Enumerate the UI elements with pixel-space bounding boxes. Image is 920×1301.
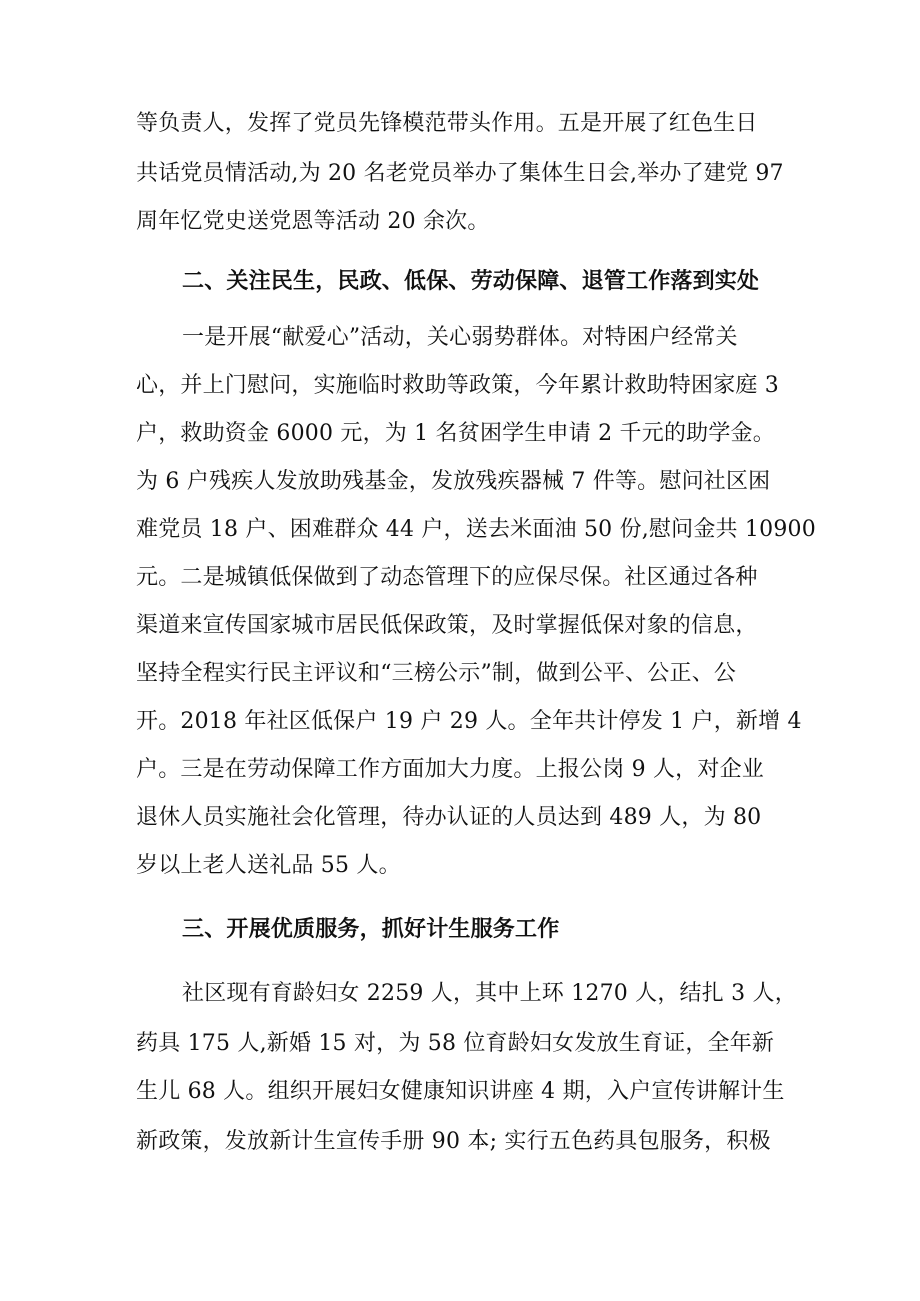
paragraph-line: 坚持全程实行民主评议和“三榜公示”制，做到公平、公正、公 <box>136 661 737 686</box>
paragraph-line: 岁以上老人送礼品 55 人。 <box>136 853 401 878</box>
paragraph-line: 为 6 户残疾人发放助残基金，发放残疾器械 7 件等。慰问社区困 <box>136 469 771 494</box>
paragraph-line: 渠道来宣传国家城市居民低保政策，及时掌握低保对象的信息， <box>136 613 758 638</box>
paragraph-line: 共话党员情活动,为 20 名老党员举办了集体生日会,举办了建党 97 <box>136 161 784 186</box>
section-heading-2: 二、关注民生，民政、低保、劳动保障、退管工作落到实处 <box>182 268 760 294</box>
paragraph-line: 药具 175 人,新婚 15 对，为 58 位育龄妇女发放生育证，全年新 <box>136 1031 775 1056</box>
paragraph-line: 退休人员实施社会化管理，待办认证的人员达到 489 人，为 80 <box>136 805 762 830</box>
paragraph-line: 户，救助资金 6000 元，为 1 名贫困学生申请 2 千元的助学金。 <box>136 421 775 446</box>
paragraph-line: 元。二是城镇低保做到了动态管理下的应保尽保。社区通过各种 <box>136 565 758 590</box>
section-heading-3: 三、开展优质服务，抓好计生服务工作 <box>182 916 560 942</box>
paragraph-line: 新政策，发放新计生宣传手册 90 本; 实行五色药具包服务，积极 <box>136 1129 771 1154</box>
paragraph-line: 生儿 68 人。组织开展妇女健康知识讲座 4 期，入户宣传讲解计生 <box>136 1079 785 1104</box>
paragraph-line: 社区现有育龄妇女 2259 人，其中上环 1270 人，结扎 3 人， <box>182 981 797 1006</box>
paragraph-line: 开。2018 年社区低保户 19 户 29 人。全年共计停发 1 户，新增 4 <box>136 709 802 734</box>
paragraph-line: 周年忆党史送党恩等活动 20 余次。 <box>136 209 490 234</box>
paragraph-line: 一是开展“献爱心”活动，关心弱势群体。对特困户经常关 <box>182 325 738 350</box>
paragraph-line: 等负责人，发挥了党员先锋模范带头作用。五是开展了红色生日 <box>136 111 758 136</box>
paragraph-line: 心，并上门慰问，实施临时救助等政策，今年累计救助特困家庭 3 <box>136 373 779 398</box>
paragraph-line: 户。三是在劳动保障工作方面加大力度。上报公岗 9 人，对企业 <box>136 757 764 782</box>
paragraph-line: 难党员 18 户、困难群众 44 户，送去米面油 50 份,慰问金共 10900 <box>136 517 816 542</box>
